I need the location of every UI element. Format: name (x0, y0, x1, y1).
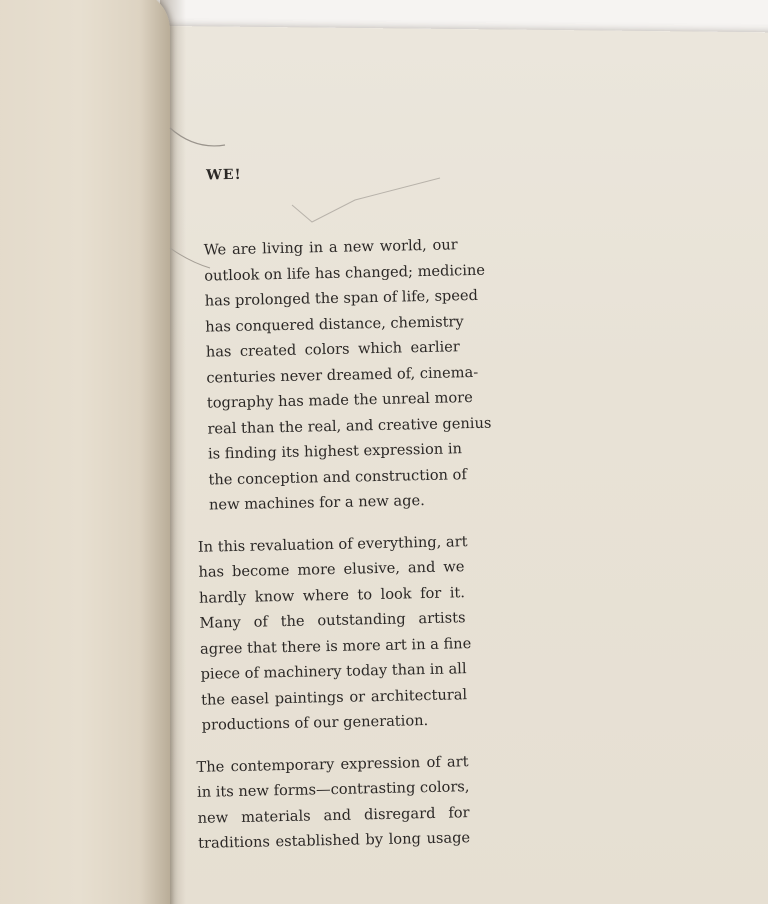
text-line: In this revaluation of everything, art (197, 532, 468, 556)
text-line: is finding its highest expression in (207, 440, 463, 463)
text-line: outlook on life has changed; medicine (204, 261, 486, 285)
text-line: We are living in a new world, our (203, 236, 458, 259)
page-text (184, 162, 492, 872)
paragraph-1 (203, 232, 492, 518)
left-page (0, 0, 170, 904)
page-heading: WE! (205, 166, 242, 184)
text-line: the easel paintings or architectural (200, 685, 468, 709)
text-line: Many of the outstanding artists (199, 609, 466, 632)
text-line: The contemporary expression of art (196, 752, 469, 776)
text-line: has prolonged the span of life, speed (204, 286, 479, 310)
text-line: productions of our generation. (201, 712, 429, 734)
text-line: has become more elusive, and we (198, 558, 465, 581)
paragraph-2 (197, 529, 472, 739)
text-line: real than the real, and creative genius (207, 414, 492, 438)
text-line: piece of machinery today than in all (200, 660, 467, 683)
text-line: has created colors which earlier (205, 338, 460, 361)
text-line: has conquered distance, chemistry (205, 312, 464, 336)
paragraph-3 (196, 749, 470, 857)
text-line: the conception and construction of (208, 465, 467, 489)
text-line: centuries never dreamed of, cinema- (206, 363, 479, 387)
text-line: in its new forms—contrasting colors, (196, 778, 470, 801)
text-line: hardly know where to look for it. (198, 583, 466, 607)
text-line: agree that there is more art in a fine (199, 634, 472, 658)
text-line: traditions established by long usage (197, 829, 471, 852)
text-line: tography has made the unreal more (206, 389, 473, 412)
text-line: new materials and disregard for (197, 803, 470, 827)
text-line: new machines for a new age. (208, 492, 425, 514)
